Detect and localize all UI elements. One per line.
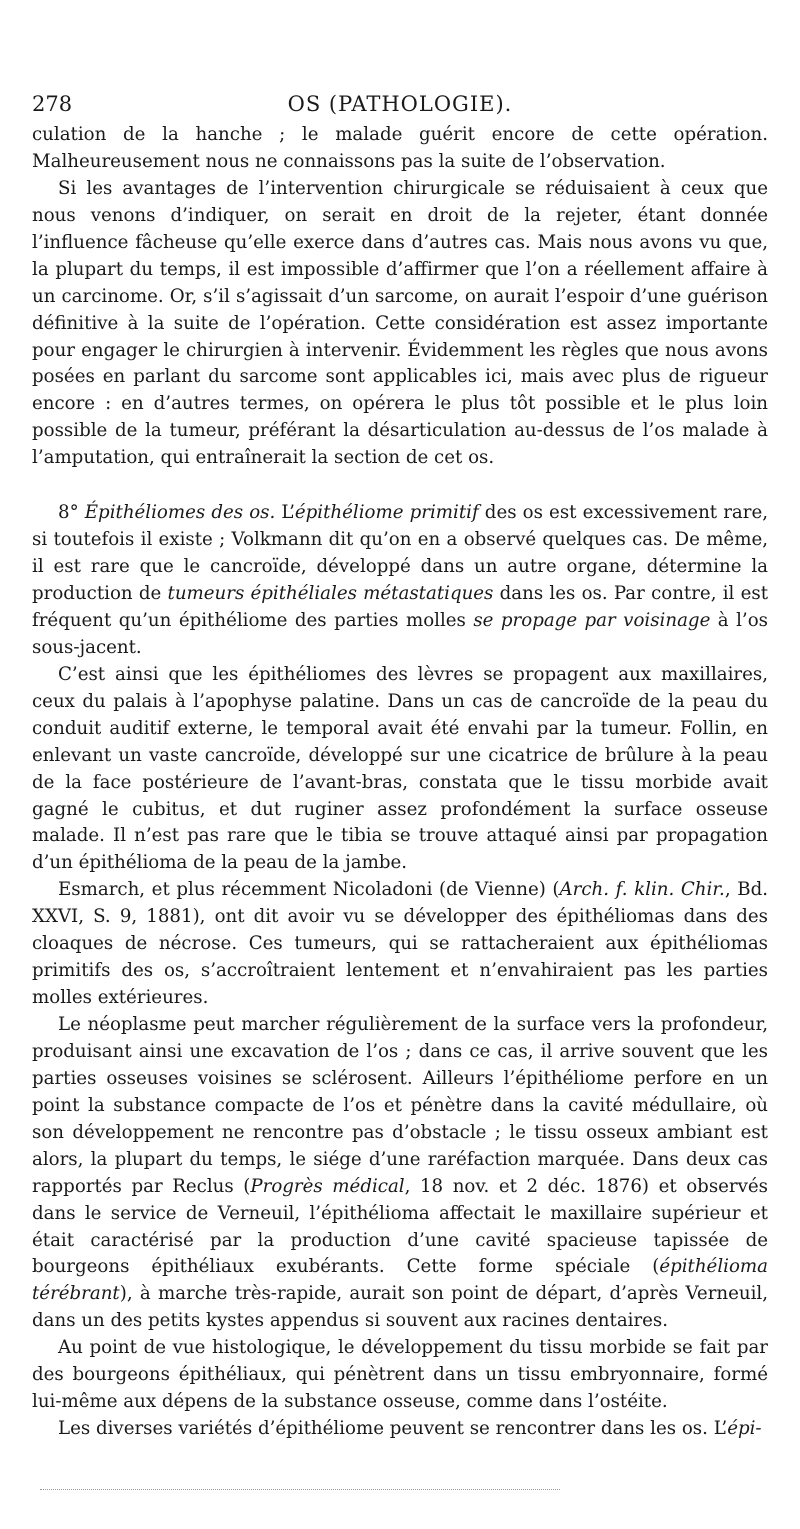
italic-text: épithéliome primitif: [294, 502, 479, 524]
paragraph-6: [32, 1012, 768, 1335]
running-title: OS (PATHOLOGIE).: [287, 92, 513, 116]
paragraph-5: [32, 877, 768, 1012]
paragraph-1: [32, 122, 768, 176]
text-run: C’est ainsi que les épithéliomes des lèvres se propagent aux maxillaires, ceux du palais à l’apophyse palatine. Dans un cas de cancroïde de la peau du conduit auditif externe, le temporal avait été envahi par la tumeur. Follin, en enlevant un vaste cancroïde, développé sur une cicatrice de brûlure à la peau de la face postérieure de l’avant-bras, constata que le tissu morbide avait gagné le cubitus, et dut ruginer assez profondément la surface osseuse malade. Il n’est pas rare que le tibia se trouve attaqué ainsi par propagation d’un épithélioma de la peau de la jambe.: [32, 663, 768, 874]
text-run: , Bd. XXVI, S. 9, 1881), ont dit avoir vu se développer des épithéliomas dans des cloaques de nécrose. Ces tumeurs, qui se rattacheraient aux épithéliomas primitifs des os, s’accroîtraient lentement et n’envahiraient pas les parties molles extérieures.: [32, 879, 768, 1009]
italic-text: tumeurs épithéliales métastatiques: [167, 583, 494, 604]
paragraph-2: [32, 176, 768, 472]
text-run: des os est excessivement rare, si toutefois il existe ; Volkmann dit qu’on en a observé quelques cas. De même, il est rare que le cancroïde, développé dans un autre organe, détermine la production de: [32, 502, 768, 604]
paragraph-4: [32, 662, 768, 878]
paragraph-7: [32, 1335, 768, 1416]
page-number: 278: [32, 92, 73, 116]
italic-text: se propage par voisinage: [473, 609, 711, 631]
italic-text: épi-: [727, 1418, 762, 1440]
text-run: Si les avantages de l’intervention chirurgicale se réduisaient à ceux que nous venons d’indiquer, on serait en droit de la rejeter, étant donnée l’influence fâcheuse qu’elle exerce dans d’autres cas. Mais nous avons vu que, la plupart du temps, il est impossible d’affirmer que l’on a réellement affaire à un carcinome. Or, s’il s’agissait d’un sarcome, on aurait l’espoir d’une guérison définitive à la suite de l’opération. Cette considération est assez importante pour engager le chirurgien à intervenir. Évidemment les règles que nous avons posées en parlant du sarcome sont applicables ici, mais avec plus de rigueur encore : en d’autres termes, on opérera le plus tôt possible et le plus loin possible de la tumeur, préférant la désarticulation au-dessus de l’os malade à l’amputation, qui entraînerait la section de cet os.: [32, 177, 768, 469]
page-header: [32, 92, 768, 122]
paragraph-epitheliomes-heading: [32, 500, 768, 662]
text-run: 8°: [58, 502, 85, 524]
text-run: ), à marche très-rapide, aurait son point de départ, d’après Verneuil, dans un des petits kystes appendus si souvent aux racines dentaires.: [32, 1283, 768, 1332]
italic-text: Arch. f. klin. Chir.: [559, 879, 725, 901]
text-run: , 18 nov. et 2 déc. 1876) et observés dans le service de Verneuil, l’épithélioma affectait le maxillaire supérieur et était caractérisé par la production d’une cavité spacieuse tapissée de bourgeons épithéliaux exubérants. Cette forme spéciale (: [32, 1175, 768, 1278]
text-run: L’: [275, 502, 295, 524]
text-run: Esmarch, et plus récemment Nicoladoni (de Vienne) (: [58, 879, 560, 901]
text-run: Au point de vue histologique, le développement du tissu morbide se fait par des bourgeons épithéliaux, qui pénètrent dans un tissu embryonnaire, formé lui-même aux dépens de la substance osseuse, comme dans l’ostéite.: [32, 1337, 768, 1413]
paragraph-8: [32, 1416, 768, 1443]
text-run: culation de la hanche ; le malade guérit encore de cette opération. Malheureusement nous ne connaissons pas la suite de l’observation.: [32, 124, 768, 172]
italic-text: épithélioma térébrant: [32, 1256, 768, 1305]
text-run: dans les os. Par contre, il est fréquent qu’un épithéliome des parties molles: [32, 583, 769, 631]
footer-rule: [40, 1489, 560, 1490]
italic-text: Épithéliomes des os.: [84, 502, 276, 524]
text-run: à l’os sous-jacent.: [32, 609, 768, 658]
italic-text: Progrès médical: [250, 1175, 405, 1197]
text-run: Le néoplasme peut marcher régulièrement de la surface vers la profondeur, produisant ainsi une excavation de l’os ; dans ce cas, il arrive souvent que les parties osseuses voisines se sclérosent. Ailleurs l’épithéliome perfore en un point la substance compacte de l’os et pénètre dans la cavité médullaire, où son développement ne rencontre pas d’obstacle ; le tissu osseux ambiant est alors, la plupart du temps, le siége d’une raréfaction marquée. Dans deux cas rapportés par Reclus (: [32, 1014, 768, 1197]
text-run: Les diverses variétés d’épithéliome peuvent se rencontrer dans les os. L’: [58, 1418, 728, 1440]
body-text: [32, 122, 768, 1443]
